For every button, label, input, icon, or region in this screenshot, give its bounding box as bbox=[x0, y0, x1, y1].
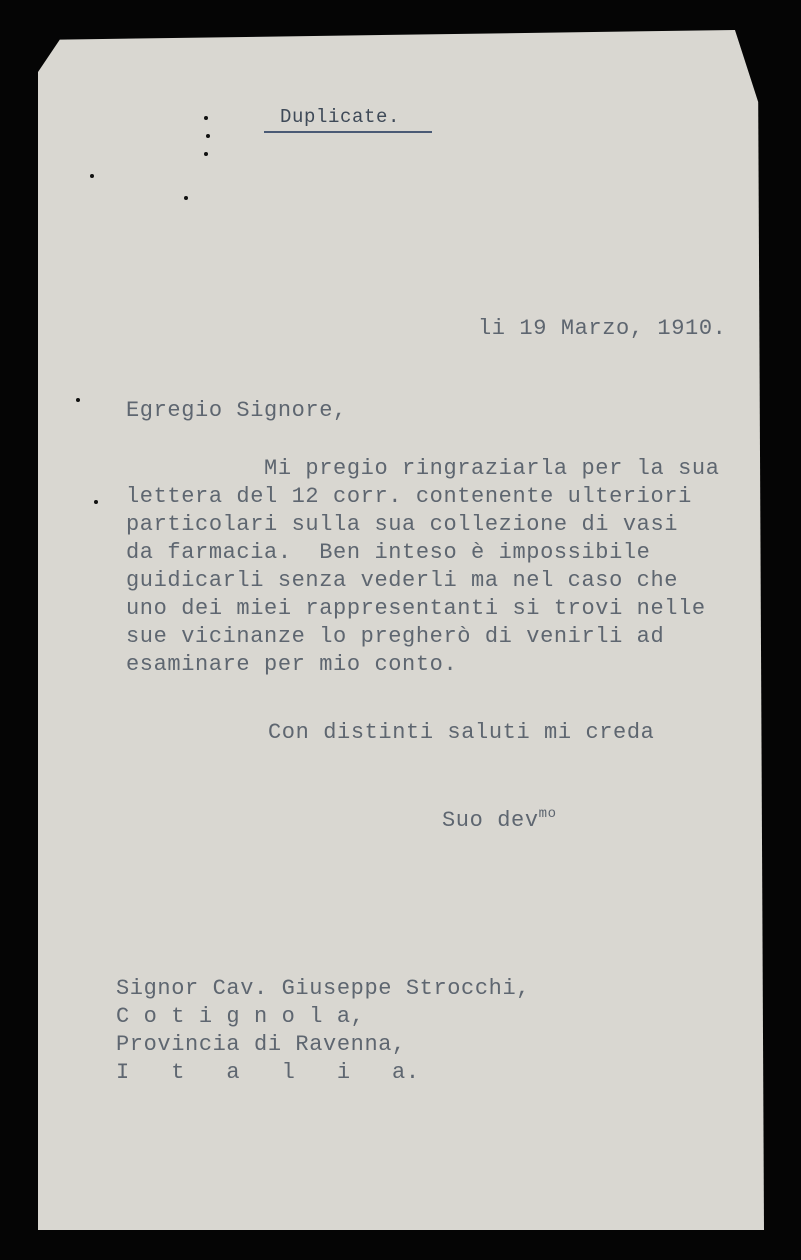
address-line: Provincia di Ravenna, bbox=[116, 1032, 406, 1057]
body-line: da farmacia. Ben inteso è impossibile bbox=[126, 540, 651, 565]
salutation: Egregio Signore, bbox=[126, 398, 347, 423]
signoff bbox=[442, 806, 557, 833]
body-line: uno dei miei rappresentanti si trovi nelle bbox=[126, 596, 706, 621]
body-line: guidicarli senza vederli ma nel caso che bbox=[126, 568, 679, 593]
closing: Con distinti saluti mi creda bbox=[268, 720, 655, 745]
body-line: lettera del 12 corr. contenente ulteriori bbox=[126, 484, 692, 509]
address-line: Signor Cav. Giuseppe Strocchi, bbox=[116, 976, 531, 1001]
signoff-text: Suo dev bbox=[442, 808, 539, 833]
letter-date: li 19 Marzo, 1910. bbox=[478, 316, 727, 341]
paper-speck bbox=[76, 398, 80, 402]
paper-speck bbox=[94, 500, 98, 504]
body-line: particolari sulla sua collezione di vasi bbox=[126, 512, 679, 537]
paper-speck bbox=[204, 152, 208, 156]
body-line: Mi pregio ringraziarla per la sua bbox=[126, 456, 720, 481]
paper-speck bbox=[90, 174, 94, 178]
body-line: sue vicinanze lo pregherò di venirli ad bbox=[126, 624, 665, 649]
body-line: esaminare per mio conto. bbox=[126, 652, 458, 677]
address-line: I t a l i a. bbox=[116, 1060, 420, 1085]
paper-speck bbox=[204, 116, 208, 120]
paper-speck bbox=[184, 196, 188, 200]
address-line: C o t i g n o l a, bbox=[116, 1004, 365, 1029]
heading-underline bbox=[264, 131, 432, 133]
signoff-superscript: mo bbox=[538, 806, 557, 822]
signature-space bbox=[380, 840, 580, 940]
duplicate-heading: Duplicate. bbox=[280, 106, 401, 128]
paper-speck bbox=[206, 134, 210, 138]
